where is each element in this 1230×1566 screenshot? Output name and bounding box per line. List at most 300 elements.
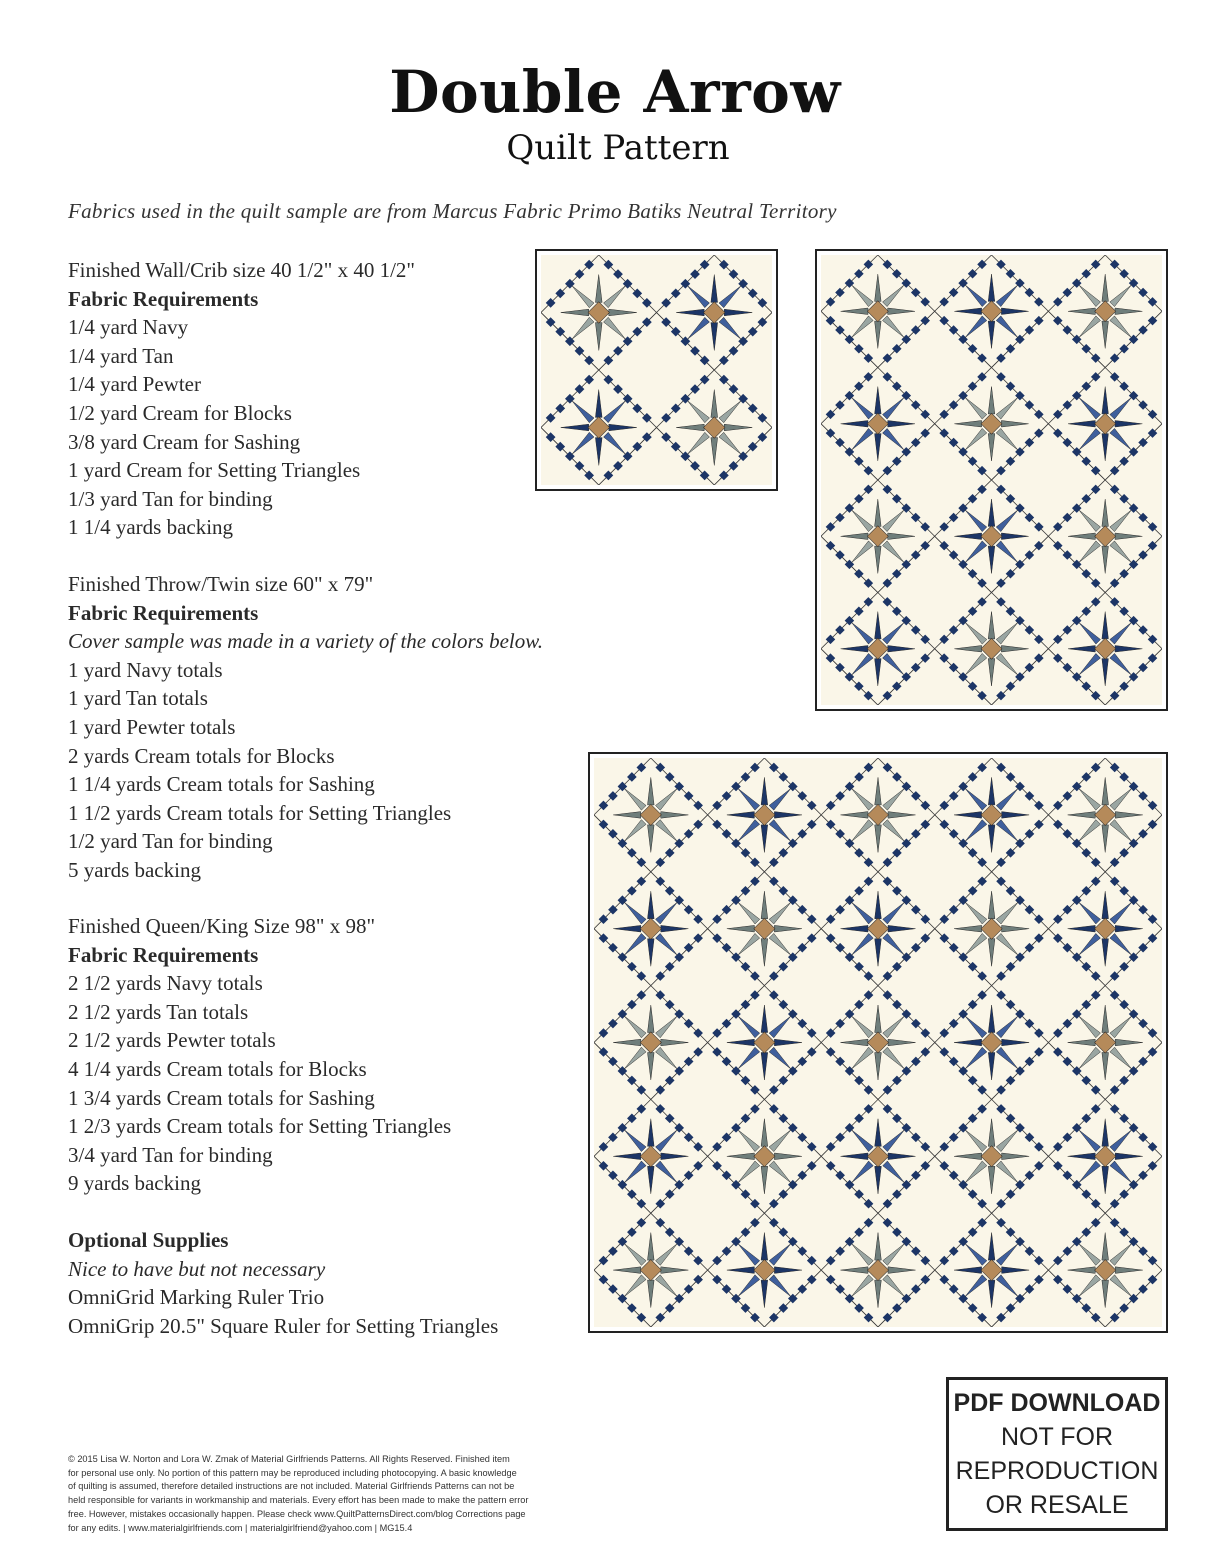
- star-point: [719, 317, 741, 339]
- star-point: [1115, 308, 1142, 315]
- star-point: [572, 317, 594, 339]
- star-point: [875, 387, 882, 414]
- star-point: [875, 659, 882, 686]
- queen-requirements-heading: Fabric Requirements: [68, 942, 259, 967]
- star-point: [965, 788, 987, 810]
- star-point: [888, 421, 915, 428]
- footer-line: of quilting is assumed, therefore detailed instructions are not included. Material Girlfriends Patterns can not be: [68, 1481, 515, 1492]
- star-point: [656, 902, 678, 924]
- star-point: [852, 623, 874, 645]
- star-point: [988, 1053, 995, 1081]
- star-point: [965, 541, 987, 563]
- star-point: [738, 933, 760, 955]
- list-item: 2 1/2 yards Pewter totals: [68, 1028, 276, 1053]
- star-point: [727, 1039, 755, 1046]
- star-point: [738, 1047, 760, 1069]
- star-point: [852, 428, 874, 450]
- star-point: [774, 1039, 802, 1046]
- star-point: [1068, 1267, 1096, 1274]
- star-point: [1102, 274, 1109, 301]
- star-point: [648, 1233, 655, 1261]
- star-point: [996, 820, 1018, 842]
- star-point: [1068, 1153, 1096, 1160]
- throw-size: Finished Throw/Twin size 60" x 79": [68, 572, 374, 596]
- star-point: [852, 510, 874, 532]
- star-point: [1110, 1244, 1132, 1266]
- star-point: [1079, 1275, 1101, 1297]
- star-point: [676, 424, 704, 431]
- star-point: [988, 499, 995, 526]
- star-point: [1110, 428, 1132, 450]
- star-point: [1002, 812, 1030, 819]
- star-point: [965, 933, 987, 955]
- throw-quilt-image: [815, 249, 1168, 711]
- star-point: [954, 1039, 982, 1046]
- list-item: 3/8 yard Cream for Sashing: [68, 429, 301, 454]
- star-point: [769, 1047, 791, 1069]
- star-point: [648, 891, 655, 919]
- star-point: [954, 646, 981, 653]
- wall-quilt-image: [535, 249, 778, 491]
- star-point: [875, 274, 882, 301]
- star-point: [769, 788, 791, 810]
- star-point: [852, 316, 874, 338]
- star-point: [648, 1280, 655, 1308]
- star-point: [1110, 398, 1132, 420]
- star-point: [1079, 788, 1101, 810]
- star-point: [1115, 421, 1142, 428]
- star-point: [561, 309, 589, 316]
- list-item: 2 yards Cream totals for Blocks: [68, 743, 335, 768]
- star-point: [888, 1153, 916, 1160]
- star-point: [1102, 499, 1109, 526]
- star-point: [852, 1016, 874, 1038]
- star-point: [595, 323, 602, 351]
- star-point: [1079, 653, 1101, 675]
- star-point: [769, 1244, 791, 1266]
- queen-quilt-image: [588, 752, 1168, 1333]
- star-point: [1079, 933, 1101, 955]
- star-point: [996, 653, 1018, 675]
- star-point: [738, 1130, 760, 1152]
- star-point: [875, 434, 882, 461]
- star-point: [988, 546, 995, 573]
- star-point: [965, 1016, 987, 1038]
- star-point: [656, 1275, 678, 1297]
- star-point: [1102, 612, 1109, 639]
- star-point: [648, 1166, 655, 1194]
- star-point: [883, 653, 905, 675]
- star-point: [661, 1153, 689, 1160]
- star-point: [883, 285, 905, 307]
- star-point: [727, 1153, 755, 1160]
- star-point: [841, 1039, 869, 1046]
- star-point: [996, 1130, 1018, 1152]
- star-point: [841, 308, 868, 315]
- star-point: [852, 820, 874, 842]
- star-point: [988, 659, 995, 686]
- star-point: [1068, 925, 1096, 932]
- star-point: [996, 623, 1018, 645]
- star-point: [1102, 939, 1109, 967]
- star-point: [1002, 1153, 1030, 1160]
- star-point: [724, 309, 752, 316]
- star-point: [761, 939, 768, 967]
- star-point: [604, 286, 626, 308]
- footer-line: free. However, mistakes occasionally happen. Please check www.QuiltPatternsDirect.com/blog Corrections page: [68, 1508, 526, 1519]
- star-point: [661, 1267, 689, 1274]
- star-point: [687, 432, 709, 454]
- star-point: [875, 546, 882, 573]
- list-item: 1 2/3 yards Cream totals for Setting Triangles: [68, 1114, 452, 1139]
- wall-quilt-drawing: [541, 255, 772, 485]
- star-point: [624, 1161, 646, 1183]
- star-point: [954, 308, 981, 315]
- star-point: [1110, 541, 1132, 563]
- star-point: [1115, 1153, 1143, 1160]
- star-point: [954, 421, 981, 428]
- list-item: 2 1/2 yards Navy totals: [68, 971, 263, 996]
- star-point: [841, 925, 869, 932]
- star-point: [888, 1039, 916, 1046]
- star-point: [1115, 533, 1142, 540]
- star-point: [604, 317, 626, 339]
- star-point: [656, 1161, 678, 1183]
- star-point: [996, 902, 1018, 924]
- star-point: [954, 812, 982, 819]
- star-point: [1079, 316, 1101, 338]
- star-point: [852, 1130, 874, 1152]
- fabric-intro: Fabrics used in the quilt sample are from Marcus Fabric Primo Batiks Neutral Territory: [68, 199, 837, 223]
- star-point: [738, 788, 760, 810]
- footer-line: © 2015 Lisa W. Norton and Lora W. Zmak of Material Girlfriends Patterns. All Rights Reserved. Finished item: [68, 1454, 510, 1464]
- star-point: [738, 902, 760, 924]
- star-point: [965, 428, 987, 450]
- star-point: [996, 933, 1018, 955]
- star-point: [1115, 1267, 1143, 1274]
- star-point: [1102, 387, 1109, 414]
- star-point: [1102, 1233, 1109, 1261]
- star-point: [988, 939, 995, 967]
- star-point: [1110, 1016, 1132, 1038]
- star-point: [727, 925, 755, 932]
- star-point: [841, 533, 868, 540]
- star-point: [774, 1267, 802, 1274]
- star-point: [1115, 812, 1143, 819]
- optional-note: Nice to have but not necessary: [68, 1256, 326, 1281]
- star-point: [875, 825, 882, 853]
- star-point: [656, 1047, 678, 1069]
- star-point: [1079, 428, 1101, 450]
- list-item: 1 1/2 yards Cream totals for Setting Triangles: [68, 800, 452, 825]
- star-point: [761, 1119, 768, 1147]
- star-point: [604, 401, 626, 423]
- star-point: [656, 1016, 678, 1038]
- star-point: [1079, 1130, 1101, 1152]
- list-item: 1/3 yard Tan for binding: [68, 486, 273, 511]
- star-point: [965, 1130, 987, 1152]
- list-item: 2 1/2 yards Tan totals: [68, 999, 249, 1024]
- star-point: [965, 316, 987, 338]
- star-point: [769, 902, 791, 924]
- star-point: [648, 1119, 655, 1147]
- star-point: [883, 1047, 905, 1069]
- star-point: [613, 1153, 641, 1160]
- star-point: [572, 432, 594, 454]
- star-point: [996, 285, 1018, 307]
- star-point: [888, 1267, 916, 1274]
- list-item: 1/2 yard Tan for binding: [68, 829, 273, 854]
- star-point: [988, 825, 995, 853]
- star-point: [1079, 1047, 1101, 1069]
- star-point: [888, 533, 915, 540]
- star-point: [661, 812, 689, 819]
- star-point: [656, 788, 678, 810]
- star-point: [883, 788, 905, 810]
- star-point: [719, 286, 741, 308]
- star-point: [613, 812, 641, 819]
- star-point: [613, 1039, 641, 1046]
- star-point: [1002, 1039, 1030, 1046]
- star-point: [727, 812, 755, 819]
- star-point: [1102, 1005, 1109, 1033]
- list-item: 1 3/4 yards Cream totals for Sashing: [68, 1085, 375, 1110]
- star-point: [648, 1053, 655, 1081]
- star-point: [1110, 285, 1132, 307]
- star-point: [1068, 1039, 1096, 1046]
- star-point: [656, 1244, 678, 1266]
- star-point: [883, 933, 905, 955]
- star-point: [769, 820, 791, 842]
- list-item: 1 yard Cream for Setting Triangles: [68, 458, 361, 483]
- wall-size: Finished Wall/Crib size 40 1/2" x 40 1/2": [68, 258, 415, 282]
- star-point: [996, 1047, 1018, 1069]
- star-point: [988, 274, 995, 301]
- star-point: [719, 432, 741, 454]
- star-point: [727, 1267, 755, 1274]
- star-point: [774, 1153, 802, 1160]
- star-point: [656, 1130, 678, 1152]
- star-point: [996, 510, 1018, 532]
- star-point: [1079, 510, 1101, 532]
- star-point: [1110, 820, 1132, 842]
- star-point: [875, 499, 882, 526]
- star-point: [996, 541, 1018, 563]
- star-point: [624, 1275, 646, 1297]
- star-point: [761, 825, 768, 853]
- star-point: [761, 1233, 768, 1261]
- star-point: [852, 933, 874, 955]
- star-point: [875, 1005, 882, 1033]
- star-point: [572, 401, 594, 423]
- star-point: [738, 1016, 760, 1038]
- footer-line: for any edits. | www.materialgirlfriends.com | materialgirlfriend@yahoo.com | MG15.4: [68, 1522, 413, 1533]
- star-point: [996, 1244, 1018, 1266]
- star-point: [724, 424, 752, 431]
- optional-supplies-section: [68, 1226, 498, 1340]
- list-item: 1/4 yard Tan: [68, 343, 174, 368]
- star-point: [841, 421, 868, 428]
- footer-line: held responsible for variants in workmanship and materials. Every effort has been made to make the pattern error: [68, 1495, 529, 1506]
- star-point: [988, 891, 995, 919]
- stamp-line-4: OR RESALE: [985, 1491, 1129, 1519]
- star-point: [852, 398, 874, 420]
- star-point: [883, 510, 905, 532]
- star-point: [965, 1047, 987, 1069]
- star-point: [883, 398, 905, 420]
- star-point: [595, 438, 602, 466]
- pdf-download-stamp: [946, 1377, 1168, 1531]
- star-point: [1110, 902, 1132, 924]
- star-point: [761, 891, 768, 919]
- star-point: [1079, 623, 1101, 645]
- star-point: [852, 902, 874, 924]
- star-point: [561, 424, 589, 431]
- star-point: [1001, 533, 1028, 540]
- star-point: [875, 1280, 882, 1308]
- quilt-blocks: [541, 255, 772, 485]
- star-point: [965, 1275, 987, 1297]
- star-point: [965, 510, 987, 532]
- star-point: [954, 1267, 982, 1274]
- star-point: [624, 933, 646, 955]
- star-point: [1110, 1130, 1132, 1152]
- star-point: [1068, 421, 1095, 428]
- star-point: [613, 925, 641, 932]
- star-point: [761, 1166, 768, 1194]
- star-point: [572, 286, 594, 308]
- star-point: [624, 1047, 646, 1069]
- footer-line: for personal use only. No portion of this pattern may be reproduced including photocopying. A basic knowledge: [68, 1467, 517, 1478]
- star-point: [595, 390, 602, 418]
- star-point: [1102, 659, 1109, 686]
- list-item: OmniGrid Marking Ruler Trio: [68, 1285, 325, 1310]
- list-item: 9 yards backing: [68, 1171, 201, 1196]
- star-point: [965, 623, 987, 645]
- star-point: [883, 820, 905, 842]
- star-point: [875, 1119, 882, 1147]
- star-point: [1001, 308, 1028, 315]
- star-point: [954, 925, 982, 932]
- star-point: [1115, 646, 1142, 653]
- star-point: [1102, 546, 1109, 573]
- star-point: [774, 812, 802, 819]
- star-point: [988, 612, 995, 639]
- star-point: [769, 1275, 791, 1297]
- star-point: [624, 1244, 646, 1266]
- star-point: [738, 1161, 760, 1183]
- star-point: [595, 275, 602, 303]
- star-point: [1002, 1267, 1030, 1274]
- star-point: [711, 390, 718, 418]
- star-point: [852, 1275, 874, 1297]
- throw-note: Cover sample was made in a variety of the colors below.: [68, 629, 543, 654]
- star-point: [1102, 1053, 1109, 1081]
- star-point: [1079, 820, 1101, 842]
- star-point: [875, 939, 882, 967]
- star-point: [988, 1280, 995, 1308]
- star-point: [687, 401, 709, 423]
- star-point: [996, 788, 1018, 810]
- star-point: [648, 777, 655, 805]
- star-point: [954, 533, 981, 540]
- star-point: [852, 653, 874, 675]
- star-point: [738, 1244, 760, 1266]
- star-point: [624, 1130, 646, 1152]
- star-point: [852, 1161, 874, 1183]
- star-point: [1110, 623, 1132, 645]
- queen-size: Finished Queen/King Size 98" x 98": [68, 914, 376, 938]
- star-point: [988, 1166, 995, 1194]
- star-point: [1068, 533, 1095, 540]
- star-point: [988, 1233, 995, 1261]
- star-point: [996, 1275, 1018, 1297]
- star-point: [875, 1053, 882, 1081]
- star-point: [954, 1153, 982, 1160]
- star-point: [613, 1267, 641, 1274]
- star-point: [624, 820, 646, 842]
- list-item: OmniGrip 20.5" Square Ruler for Setting Triangles: [68, 1313, 499, 1338]
- star-point: [1110, 933, 1132, 955]
- star-point: [841, 1267, 869, 1274]
- star-point: [852, 541, 874, 563]
- star-point: [761, 1053, 768, 1081]
- star-point: [774, 925, 802, 932]
- star-point: [761, 1280, 768, 1308]
- star-point: [761, 1005, 768, 1033]
- star-point: [888, 812, 916, 819]
- throw-twin-section: [68, 570, 543, 885]
- quilt-blocks: [821, 255, 1162, 705]
- list-item: 1 yard Pewter totals: [68, 714, 236, 739]
- star-point: [648, 1005, 655, 1033]
- star-point: [711, 275, 718, 303]
- star-point: [988, 387, 995, 414]
- star-point: [988, 1119, 995, 1147]
- stamp-line-1: PDF DOWNLOAD: [953, 1389, 1161, 1417]
- star-point: [996, 428, 1018, 450]
- star-point: [875, 1166, 882, 1194]
- star-point: [883, 1016, 905, 1038]
- star-point: [1102, 891, 1109, 919]
- star-point: [875, 321, 882, 348]
- queen-quilt-drawing: [594, 758, 1162, 1327]
- star-point: [852, 285, 874, 307]
- star-point: [852, 1047, 874, 1069]
- copyright-footer: [68, 1453, 558, 1535]
- star-point: [687, 286, 709, 308]
- star-point: [996, 1016, 1018, 1038]
- star-point: [1110, 653, 1132, 675]
- star-point: [1079, 1161, 1101, 1183]
- star-point: [883, 428, 905, 450]
- star-point: [769, 1016, 791, 1038]
- star-point: [738, 1275, 760, 1297]
- list-item: 5 yards backing: [68, 857, 201, 882]
- star-point: [1102, 1166, 1109, 1194]
- star-point: [1079, 1016, 1101, 1038]
- star-point: [965, 1244, 987, 1266]
- star-point: [1001, 421, 1028, 428]
- star-point: [883, 1275, 905, 1297]
- star-point: [1102, 1280, 1109, 1308]
- star-point: [883, 902, 905, 924]
- list-item: 1 1/4 yards Cream totals for Sashing: [68, 772, 375, 797]
- star-point: [852, 1244, 874, 1266]
- star-point: [719, 401, 741, 423]
- star-point: [687, 317, 709, 339]
- star-point: [875, 612, 882, 639]
